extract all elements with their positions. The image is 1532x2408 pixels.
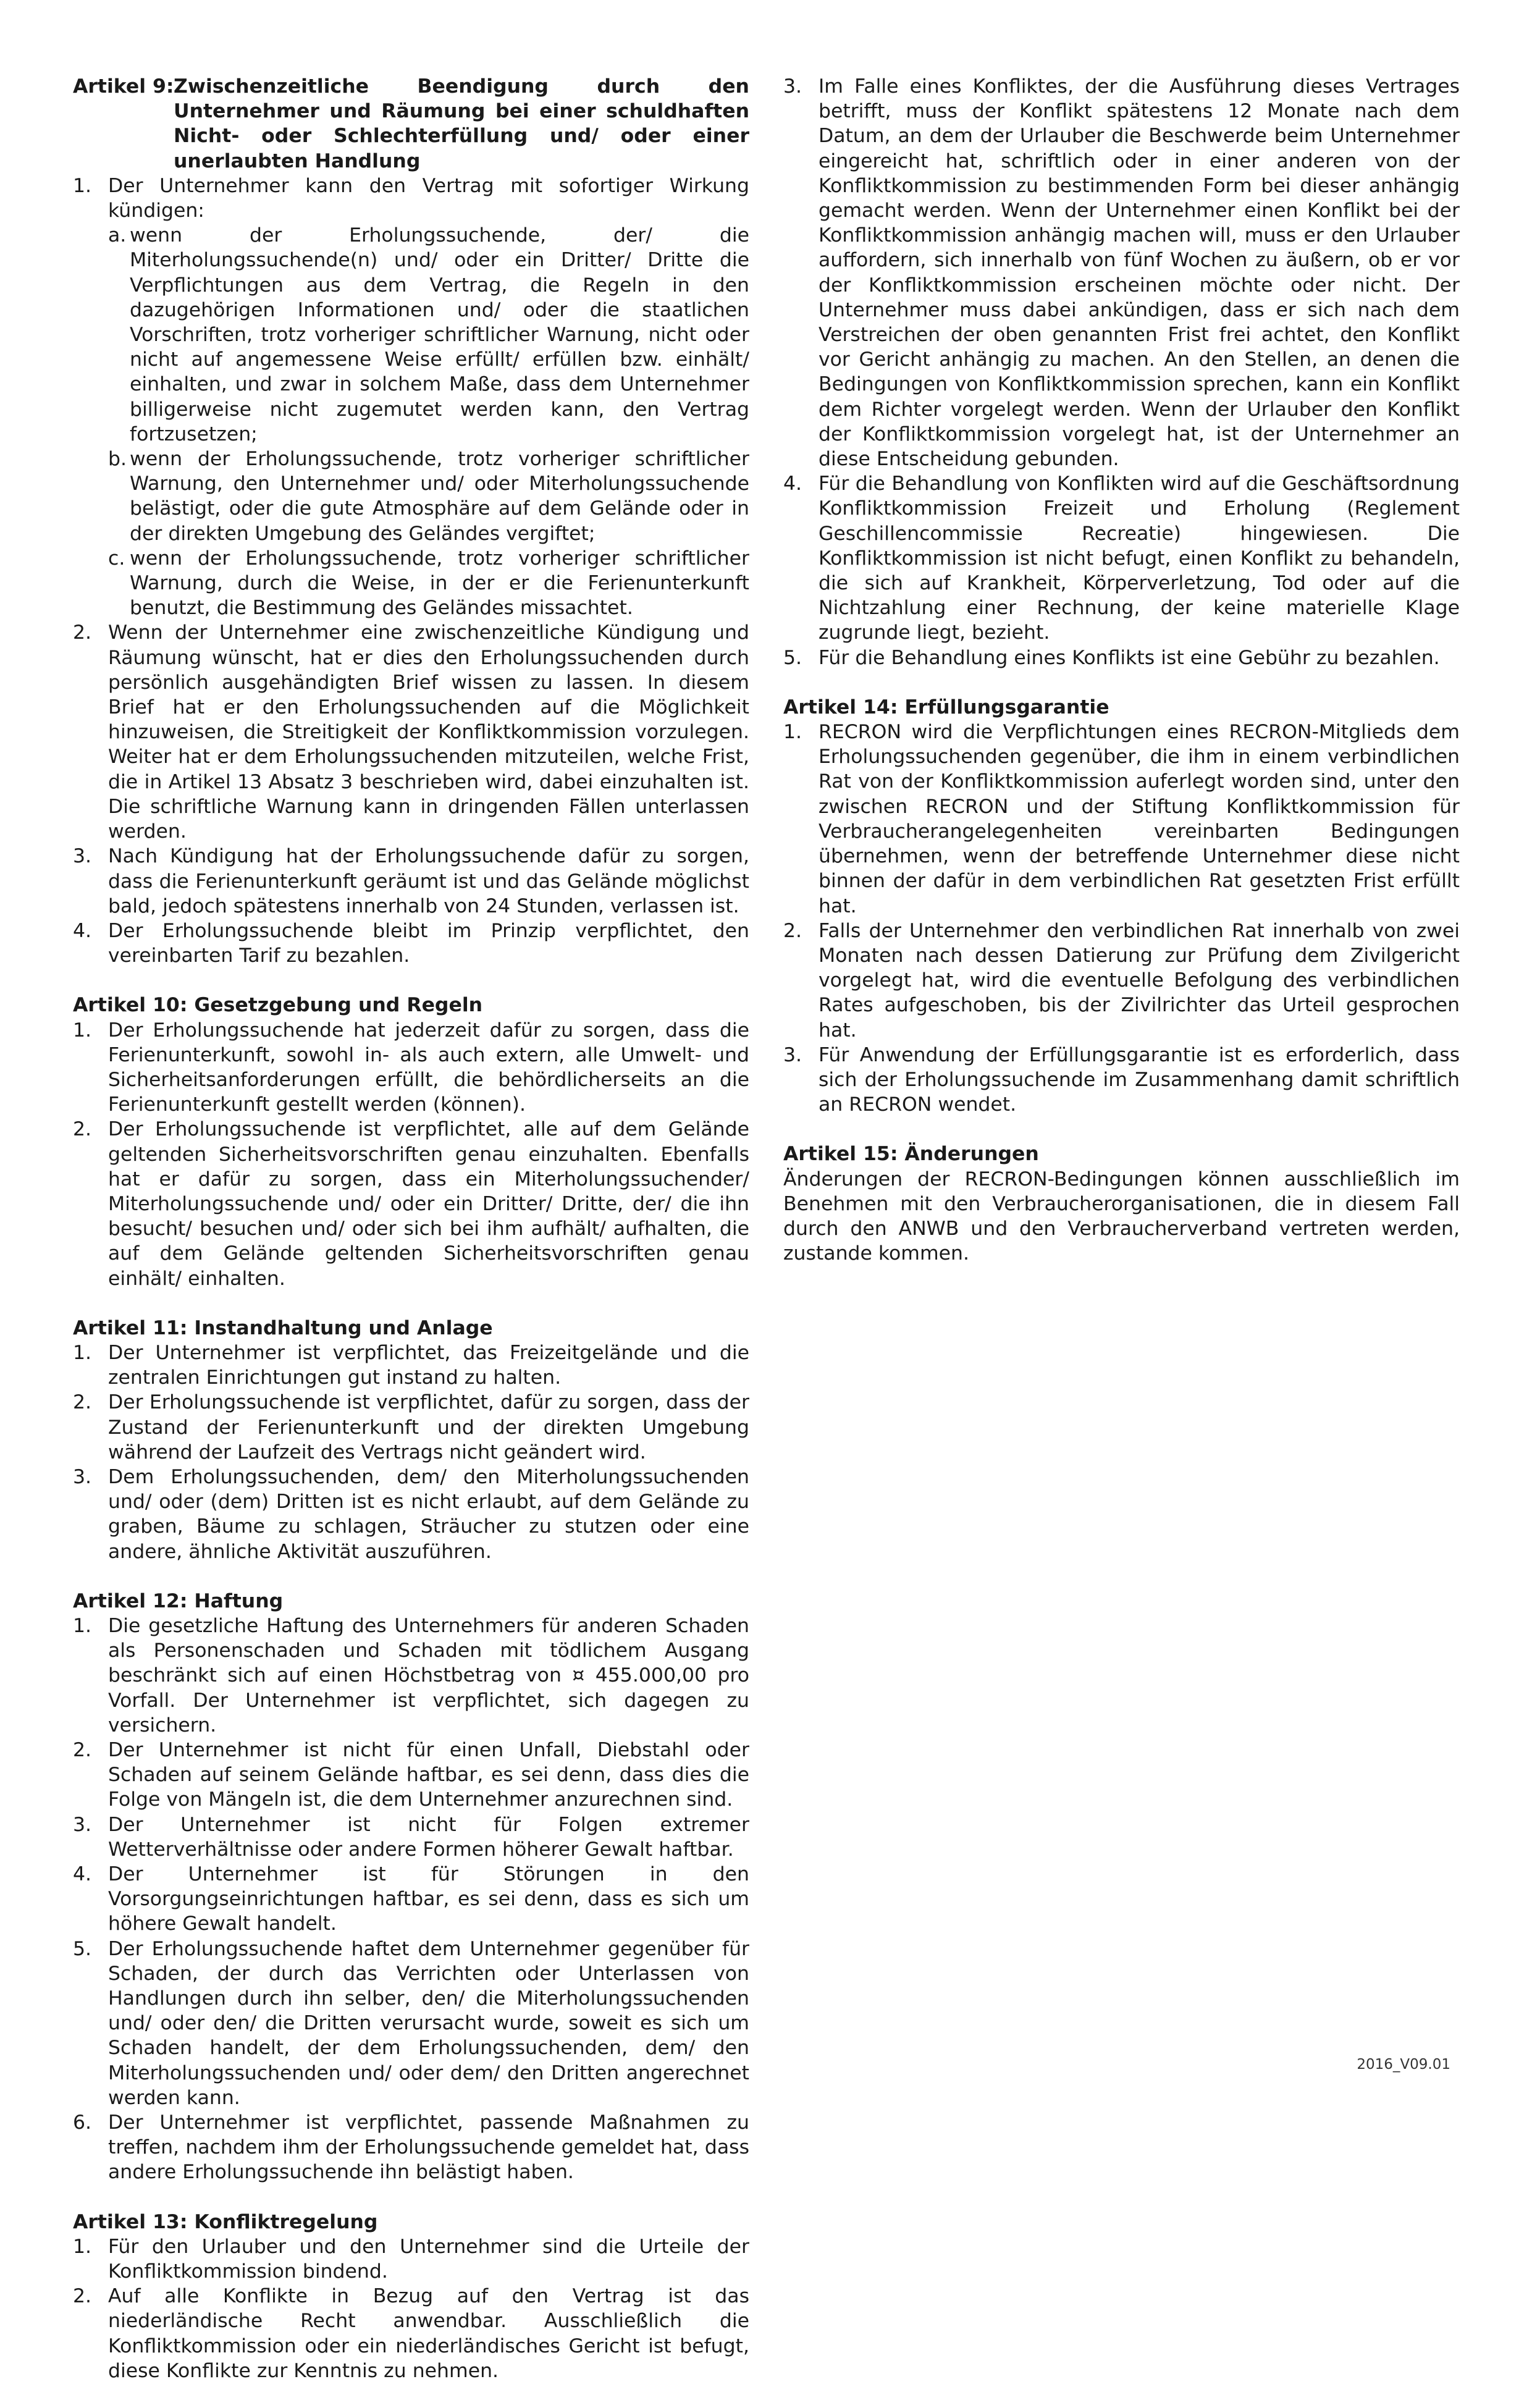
sub-item	[108, 546, 749, 621]
article-14	[783, 695, 1460, 1117]
item-number: 2.	[73, 2285, 92, 2308]
item-text: RECRON wird die Verpflichtungen eines RECRON-Mitglieds dem Erholungssuchenden gegenüber, die ihm in einem verbindlichen Rat von der Konfliktkommission auferlegt worden sind, unter den zwischen RECRON und der Stiftung Konfliktkommission für Verbraucherangelegenheiten vereinbarten Bedingungen übernehmen, wenn der betreffende Unternehmer diese nicht binnen der dafür in dem verbindlichen Rat gesetzten Frist erfüllt hat.	[819, 721, 1460, 917]
article-12	[73, 1589, 749, 2185]
article-15	[783, 1142, 1460, 1266]
item-text: Für den Urlauber und den Unternehmer sind die Urteile der Konfliktkommission bindend.	[108, 2235, 749, 2283]
item-number: 4.	[73, 919, 92, 942]
article-10	[73, 993, 749, 1290]
item-text: Dem Erholungssuchenden, dem/ den Miterholungssuchenden und/ oder (dem) Dritten ist es nicht erlaubt, auf dem Gelände zu graben, Bäume zu schlagen, Sträucher zu stutzen oder eine andere, ähnliche Aktivität auszuführen.	[108, 1465, 749, 1563]
list-item	[783, 919, 1460, 1043]
sub-item-text: wenn der Erholungssuchende, der/ die Miterholungssuchende(n) und/ oder ein Dritter/ Dritte die Verpflichtungen aus dem Vertrag, die Regeln in den dazugehörigen Informationen und/ oder die staatlichen Vorschriften, trotz vorheriger schriftlicher Warnung, nicht oder nicht auf angemessene Weise erfüllt/ erfüllen bzw. einhält/ einhalten, und zwar in solchem Maße, dass dem Unternehmer billigerweise nicht zugemutet werden kann, den Vertrag fortzusetzen;	[130, 224, 749, 445]
list-item	[783, 646, 1460, 670]
list-item	[73, 174, 749, 621]
item-text: Wenn der Unternehmer eine zwischenzeitliche Kündigung und Räumung wünscht, hat er dies den Erholungssuchenden durch persönlich ausgehändigten Brief wissen zu lassen. In diesem Brief hat er den Erholungssuchenden auf die Möglichkeit hinzuweisen, die Streitigkeit der Konfliktkommission vorzulegen. Weiter hat er dem Erholungssuchenden mitzuteilen, welche Frist, die in Artikel 13 Absatz 3 beschrieben wird, dabei einzuhalten ist. Die schriftliche Warnung kann in dringenden Fällen unterlassen werden.	[108, 621, 749, 843]
item-number: 5.	[783, 646, 802, 669]
item-text: Für die Behandlung eines Konflikts ist eine Gebühr zu bezahlen.	[819, 646, 1440, 669]
item-text: Der Unternehmer ist nicht für Folgen extremer Wetterverhältnisse oder andere Formen höherer Gewalt haftbar.	[108, 1813, 749, 1861]
article-9-heading	[73, 74, 749, 174]
sub-item-letter: b.	[108, 448, 127, 471]
article-13	[73, 2210, 749, 2383]
item-text: Der Unternehmer kann den Vertrag mit sofortiger Wirkung kündigen:	[108, 174, 749, 222]
right-column	[783, 74, 1460, 1290]
list-item	[73, 1738, 749, 1812]
article-14-list	[783, 720, 1460, 1117]
item-text: Für die Behandlung von Konflikten wird auf die Geschäftsordnung Konfliktkommission Freizeit und Erholung (Reglement Geschillencommissie Recreatie) hingewiesen. Die Konfliktkommission ist nicht befugt, einen Konflikt zu behandeln, die sich auf Krankheit, Körperverletzung, Tod oder auf die Nichtzahlung einer Rechnung, der keine materielle Klage zugrunde liegt, bezieht.	[819, 473, 1460, 644]
list-item	[73, 919, 749, 968]
item-text: Für Anwendung der Erfüllungsgarantie ist es erforderlich, dass sich der Erholungssuchende im Zusammenhang damit schriftlich an RECRON wendet.	[819, 1043, 1460, 1116]
item-text: Falls der Unternehmer den verbindlichen Rat innerhalb von zwei Monaten nach dessen Datierung zur Prüfung dem Zivilgericht vorgelegt hat, wird die eventuelle Befolgung des verbindlichen Rates aufgeschoben, bis der Zivilrichter das Urteil gesprochen hat.	[819, 919, 1460, 1042]
item-number: 2.	[73, 1118, 92, 1141]
item-number: 3.	[73, 1813, 92, 1836]
list-item	[73, 1341, 749, 1390]
item-number: 2.	[73, 1739, 92, 1761]
item-number: 3.	[783, 1043, 802, 1066]
item-number: 1.	[73, 1019, 92, 1042]
item-number: 2.	[783, 919, 802, 942]
sub-item	[108, 447, 749, 546]
list-item	[73, 2234, 749, 2284]
item-number: 1.	[73, 174, 92, 197]
list-item	[783, 74, 1460, 471]
list-item	[73, 1465, 749, 1564]
item-text: Der Unternehmer ist verpflichtet, das Freizeitgelände und die zentralen Einrichtungen gut instand zu halten.	[108, 1341, 749, 1389]
article-11	[73, 1316, 749, 1564]
item-number: 3.	[783, 75, 802, 98]
list-item	[73, 1117, 749, 1290]
article-13-heading: Artikel 13: Konfliktregelung	[73, 2210, 378, 2233]
item-text: Nach Kündigung hat der Erholungssuchende dafür zu sorgen, dass die Ferienunterkunft geräumt ist und das Gelände möglichst bald, jedoch spätestens innerhalb von 24 Stunden, verlassen ist.	[108, 845, 749, 917]
list-item	[73, 1937, 749, 2110]
article-9-title: Zwischenzeitliche Beendigung durch den Unternehmer und Räumung bei einer schuldhaften Nicht- oder Schlechterfüllung und/ oder einer unerlaubten Handlung	[174, 75, 749, 172]
sub-item-letter: c.	[108, 547, 125, 570]
list-item	[73, 1812, 749, 1862]
sub-item	[108, 223, 749, 447]
item-text: Der Erholungssuchende ist verpflichtet, alle auf dem Gelände geltenden Sicherheitsvorschriften genau einzuhalten. Ebenfalls hat er dafür zu sorgen, dass ein Miterholungssuchender/ Miterholungssuchende und/ oder ein Dritter/ Dritte, der/ die ihn besucht/ besuchen und/ oder sich bei ihm aufhält/ aufhalten, die auf dem Gelände geltenden Sicherheitsvorschriften genau einhält/ einhalten.	[108, 1118, 749, 1290]
item-text: Der Erholungssuchende bleibt im Prinzip verpflichtet, den vereinbarten Tarif zu bezahlen.	[108, 919, 749, 967]
list-item	[73, 2110, 749, 2185]
article-13-continued	[783, 74, 1460, 670]
list-item	[73, 2284, 749, 2383]
article-10-heading: Artikel 10: Gesetzgebung und Regeln	[73, 994, 483, 1017]
article-9-list	[73, 174, 749, 969]
article-13-list	[73, 2234, 749, 2383]
item-number: 3.	[73, 845, 92, 868]
item-text: Der Unternehmer ist verpflichtet, passende Maßnahmen zu treffen, nachdem ihm der Erholungssuchende gemeldet hat, dass andere Erholungssuchende ihn belästigt haben.	[108, 2111, 749, 2184]
sub-item-letter: a.	[108, 224, 127, 247]
article-9-label: Artikel 9:	[73, 75, 174, 98]
item-number: 1.	[73, 2235, 92, 2258]
item-text: Auf alle Konflikte in Bezug auf den Vertrag ist das niederländische Recht anwendbar. Ausschließlich die Konfliktkommission oder ein niederländisches Gericht ist befugt, diese Konflikte zur Kenntnis zu nehmen.	[108, 2285, 749, 2382]
item-number: 4.	[783, 473, 802, 495]
item-number: 5.	[73, 1937, 92, 1960]
article-14-heading: Artikel 14: Erfüllungsgarantie	[783, 696, 1109, 718]
list-item	[73, 620, 749, 844]
item-number: 2.	[73, 621, 92, 644]
article-12-list	[73, 1614, 749, 2185]
item-number: 1.	[73, 1341, 92, 1364]
version-code: 2016_V09.01	[1357, 2056, 1450, 2073]
item-text: Der Unternehmer ist nicht für einen Unfall, Diebstahl oder Schaden auf seinem Gelände haftbar, es sei denn, dass dies die Folge von Mängeln ist, die dem Unternehmer anzurechnen sind.	[108, 1739, 749, 1811]
list-item	[783, 1043, 1460, 1118]
list-item	[73, 1862, 749, 1937]
item-number: 4.	[73, 1863, 92, 1886]
article-11-heading: Artikel 11: Instandhaltung und Anlage	[73, 1316, 493, 1339]
article-9	[73, 74, 749, 968]
article-9-sublist	[108, 223, 749, 620]
item-number: 1.	[73, 1614, 92, 1637]
item-number: 2.	[73, 1391, 92, 1414]
sub-item-text: wenn der Erholungssuchende, trotz vorheriger schriftlicher Warnung, den Unternehmer und/ oder Miterholungssuchende belästigt, oder die gute Atmosphäre auf dem Gelände oder in der direkten Umgebung des Geländes vergiftet;	[130, 448, 749, 545]
item-number: 1.	[783, 721, 802, 744]
list-item	[783, 471, 1460, 645]
item-text: Der Erholungssuchende haftet dem Unternehmer gegenüber für Schaden, der durch das Verrichten oder Unterlassen von Handlungen durch ihn selber, den/ die Miterholungssuchenden und/ oder den/ die Dritten verursacht wurde, soweit es sich um Schaden handelt, der dem Erholungssuchenden, dem/ den Miterholungssuchenden und/ oder dem/ den Dritten angerechnet werden kann.	[108, 1937, 749, 2109]
list-item	[73, 1614, 749, 1738]
list-item	[783, 720, 1460, 919]
article-12-heading: Artikel 12: Haftung	[73, 1589, 284, 1612]
item-text: Der Erholungssuchende ist verpflichtet, dafür zu sorgen, dass der Zustand der Ferienunterkunft und der direkten Umgebung während der Laufzeit des Vertrags nicht geändert wird.	[108, 1391, 749, 1463]
sub-item-text: wenn der Erholungssuchende, trotz vorheriger schriftlicher Warnung, durch die Weise, in der er die Ferienunterkunft benutzt, die Bestimmung des Geländes missachtet.	[130, 547, 749, 620]
article-10-list	[73, 1018, 749, 1291]
item-text: Die gesetzliche Haftung des Unternehmers für anderen Schaden als Personenschaden und Schaden mit tödlichem Ausgang beschränkt sich auf einen Höchstbetrag von ¤ 455.000,00 pro Vorfall. Der Unternehmer ist verpflichtet, sich dagegen zu versichern.	[108, 1614, 749, 1737]
article-13-list-continued	[783, 74, 1460, 670]
article-11-list	[73, 1341, 749, 1564]
article-15-heading: Artikel 15: Änderungen	[783, 1143, 1039, 1166]
list-item	[73, 1390, 749, 1465]
left-column	[73, 74, 749, 2408]
item-number: 6.	[73, 2111, 92, 2134]
list-item	[73, 1018, 749, 1118]
item-text: Der Unternehmer ist für Störungen in den Vorsorgungseinrichtungen haftbar, es sei denn, dass es sich um höhere Gewalt handelt.	[108, 1863, 749, 1935]
item-text: Der Erholungssuchende hat jederzeit dafür zu sorgen, dass die Ferienunterkunft, sowohl in- als auch extern, alle Umwelt- und Sicherheitsanforderungen erfüllt, die behördlicherseits an die Ferienunterkunft gestellt werden (können).	[108, 1019, 749, 1116]
item-text: Im Falle eines Konfliktes, der die Ausführung dieses Vertrages betrifft, muss der Konflikt spätestens 12 Monate nach dem Datum, an dem der Urlauber die Beschwerde beim Unternehmer eingereicht hat, schriftlich oder in einer anderen von der Konfliktkommission zu bestimmenden Form bei dieser anhängig gemacht werden. Wenn der Unternehmer einen Konflikt bei der Konfliktkommission anhängig machen will, muss er den Urlauber auffordern, sich innerhalb von fünf Wochen zu äußern, ob er vor der Konfliktkommission erscheinen möchte oder nicht. Der Unternehmer muss dabei ankündigen, dass er sich nach dem Verstreichen der oben genannten Frist frei achtet, den Konflikt vor Gericht anhängig zu machen. An den Stellen, an denen die Bedingungen von Konfliktkommission sprechen, kann ein Konflikt dem Richter vorgelegt werden. Wenn der Urlauber den Konflikt der Konfliktkommission vorgelegt hat, ist der Unternehmer an diese Entscheidung gebunden.	[819, 75, 1460, 471]
list-item	[73, 844, 749, 919]
item-number: 3.	[73, 1465, 92, 1488]
article-15-text: Änderungen der RECRON-Bedingungen können ausschließlich im Benehmen mit den Verbraucherorganisationen, die in diesem Fall durch den ANWB und den Verbraucherverband vertreten werden, zustande kommen.	[783, 1168, 1460, 1265]
